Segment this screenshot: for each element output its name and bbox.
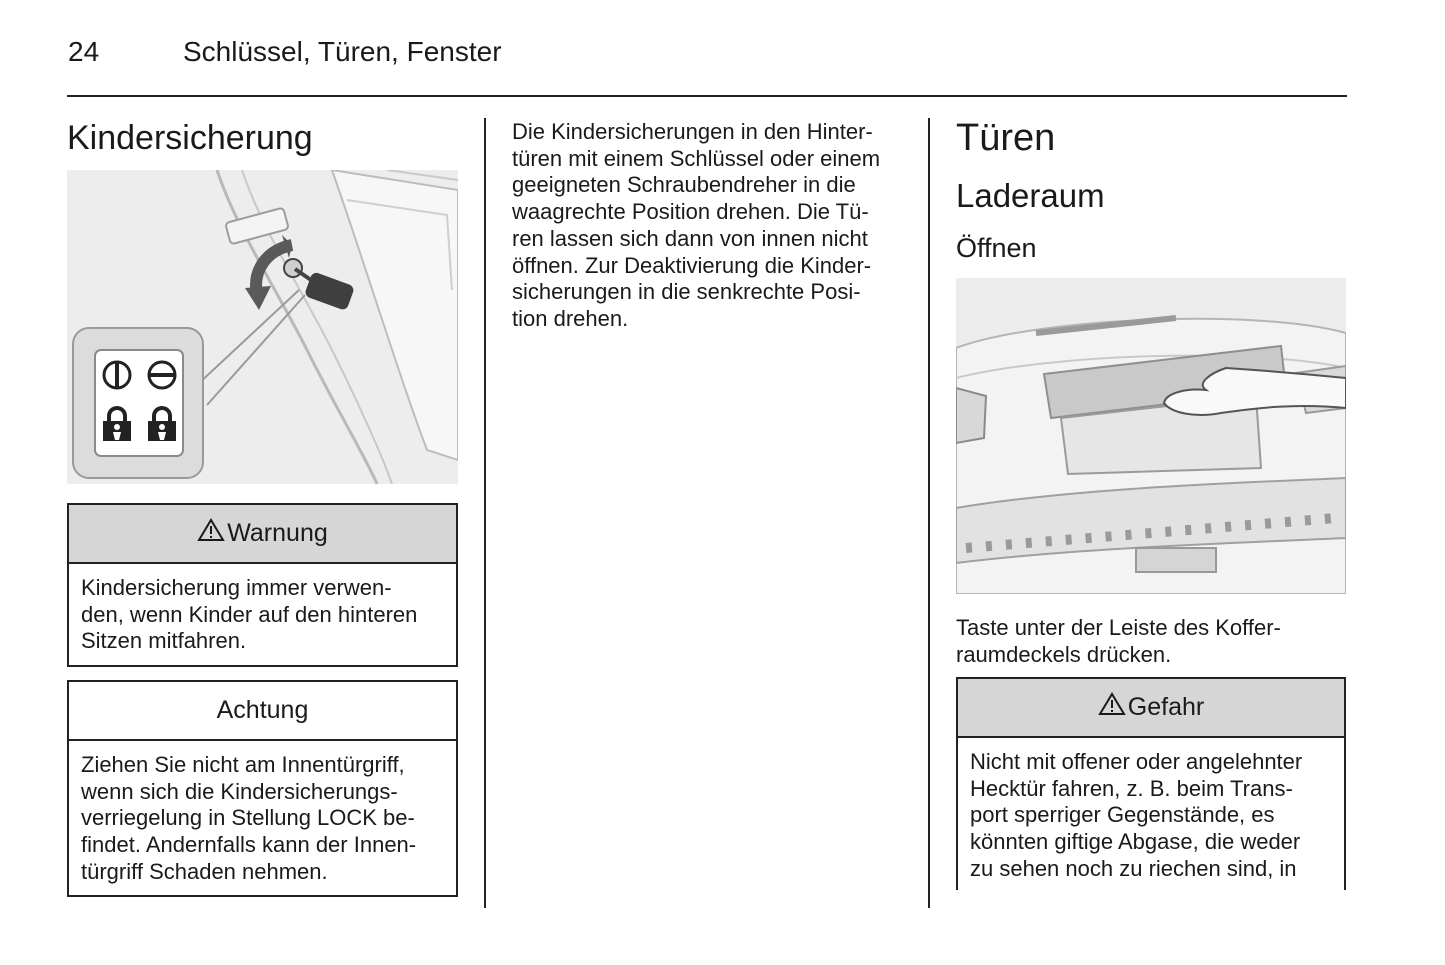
- paragraph-line: tion drehen.: [512, 305, 629, 331]
- caution-line: wenn sich die Kindersicherungs-: [81, 778, 398, 804]
- caution-box-header: [69, 682, 456, 741]
- danger-line: zu sehen noch zu riechen sind, in: [970, 855, 1297, 881]
- column-divider-left: [484, 118, 486, 908]
- caution-line: türgriff Schaden nehmen.: [81, 858, 328, 884]
- tailgate-caption: [956, 615, 1346, 668]
- caption-line: Taste unter der Leiste des Koffer-: [956, 615, 1281, 640]
- subsubsection-heading-oeffnen: Öffnen: [956, 233, 1037, 263]
- tailgate-release-illustration: [956, 278, 1346, 594]
- paragraph-line: geeigneten Schraubendreher in die: [512, 172, 856, 198]
- paragraph-line: sicherungen in die senkrechte Posi-: [512, 279, 861, 305]
- danger-line: könnten giftige Abgase, die weder: [970, 829, 1301, 855]
- section-heading-tueren: Türen: [956, 117, 1056, 159]
- child-lock-instructions: [512, 119, 912, 333]
- warning-box: [67, 503, 458, 667]
- warning-triangle-icon: [197, 518, 225, 549]
- caution-line: findet. Andernfalls kann der Innen-: [81, 832, 417, 858]
- danger-box-body: [958, 738, 1344, 883]
- danger-box-header: [958, 679, 1344, 738]
- paragraph-line: Die Kindersicherungen in den Hinter-: [512, 119, 873, 144]
- child-lock-illustration: [67, 170, 458, 484]
- paragraph-line: türen mit einem Schlüssel oder einem: [512, 145, 881, 171]
- danger-line: Nicht mit offener oder angelehnter: [970, 749, 1303, 774]
- chapter-title: Schlüssel, Türen, Fenster: [183, 36, 502, 67]
- column-divider-right: [928, 118, 930, 908]
- danger-line: port sperriger Gegenstände, es: [970, 802, 1275, 828]
- danger-box: [956, 677, 1346, 890]
- paragraph-line: ren lassen sich dann von innen nicht: [512, 225, 868, 251]
- caution-line: Ziehen Sie nicht am Innentürgriff,: [81, 752, 405, 777]
- caution-box: [67, 680, 458, 897]
- warning-box-title: Warnung: [227, 519, 328, 547]
- warning-box-header: [69, 505, 456, 564]
- warning-line: den, wenn Kinder auf den hinteren: [81, 601, 418, 627]
- caution-box-body: [69, 741, 456, 886]
- warning-line: Sitzen mitfahren.: [81, 628, 247, 654]
- page-number: 24: [68, 36, 100, 67]
- caution-line: verriegelung in Stellung LOCK be-: [81, 805, 415, 831]
- warning-box-body: [69, 564, 456, 655]
- section-heading-kindersicherung: Kindersicherung: [67, 119, 313, 157]
- danger-box-title: Gefahr: [1127, 693, 1205, 721]
- header-rule: [67, 95, 1347, 97]
- caption-line: raumdeckels drücken.: [956, 641, 1172, 667]
- paragraph-line: öffnen. Zur Deaktivierung die Kinder-: [512, 252, 872, 278]
- caution-box-title: Achtung: [216, 696, 309, 724]
- warning-line: Kindersicherung immer verwen-: [81, 575, 392, 600]
- danger-line: Hecktür fahren, z. B. beim Trans-: [970, 775, 1293, 801]
- paragraph-line: waagrechte Position drehen. Die Tü-: [512, 199, 869, 225]
- subsection-heading-laderaum: Laderaum: [956, 177, 1105, 214]
- warning-triangle-icon: [1098, 692, 1126, 723]
